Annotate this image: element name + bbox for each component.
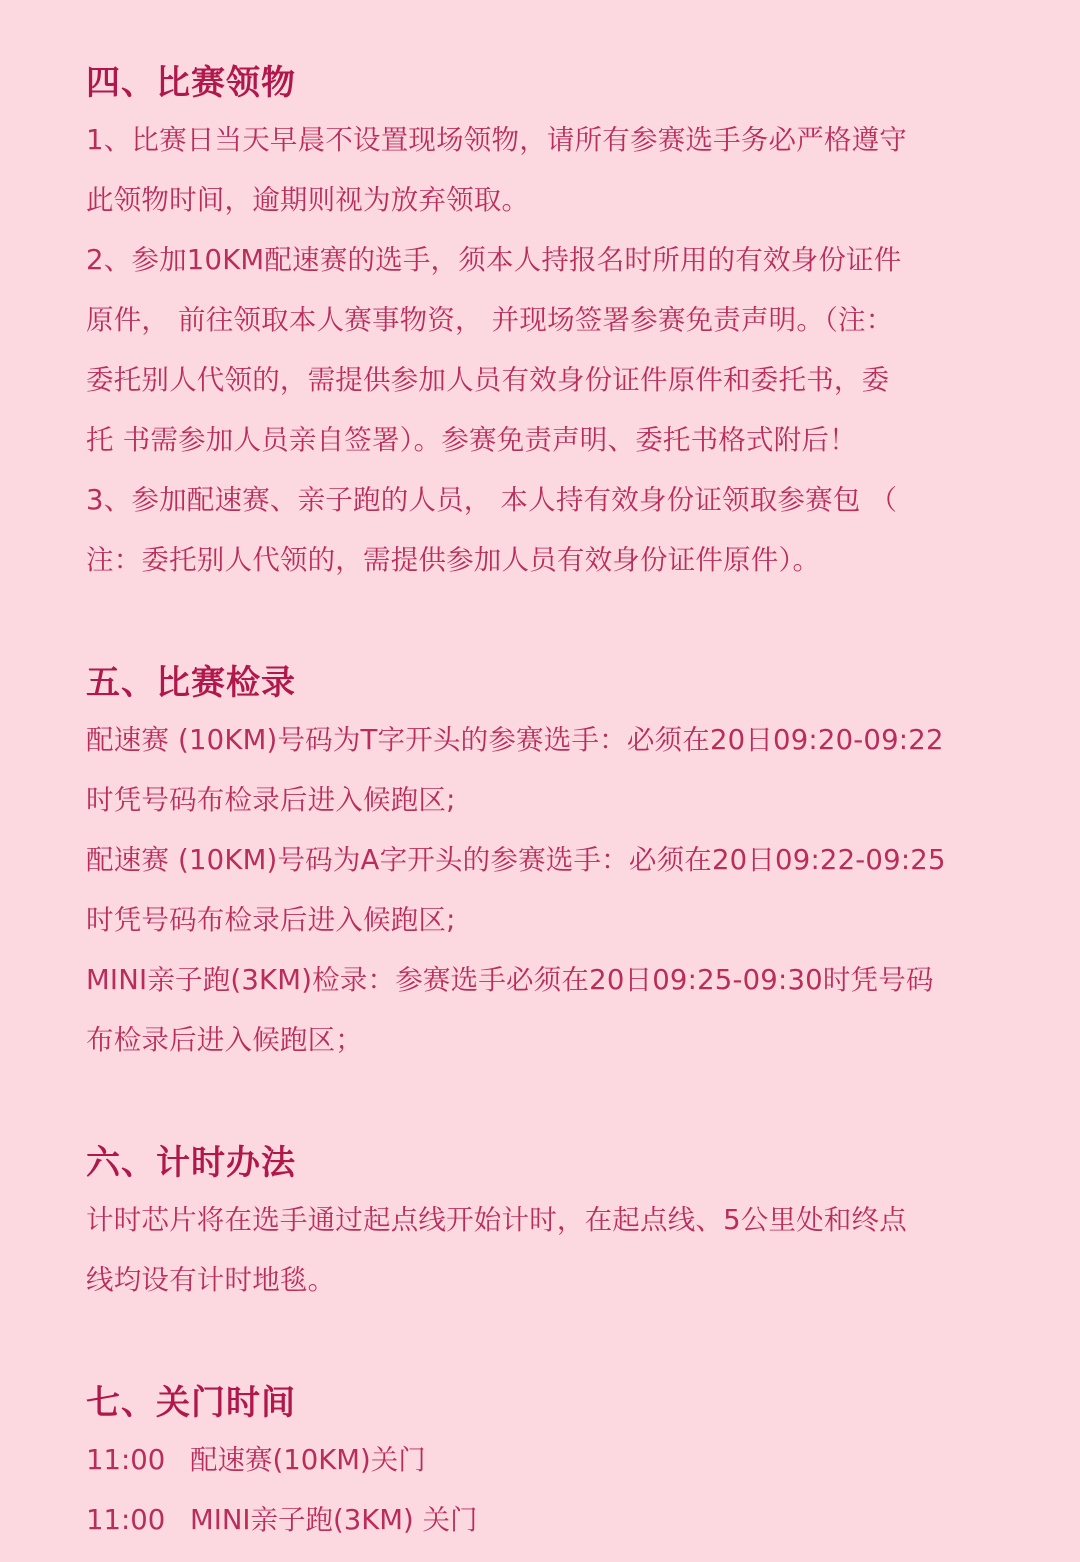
closing-label: 配速赛(10KM)关门 bbox=[190, 1444, 426, 1476]
closing-time: 11:00 bbox=[86, 1504, 166, 1536]
section-body bbox=[86, 1190, 1006, 1310]
text-line: 时凭号码布检录后进入候跑区; bbox=[86, 904, 456, 936]
text-line: 1、比赛日当天早晨不设置现场领物，请所有参赛选手务必严格遵守 bbox=[86, 124, 907, 156]
text-line: 注：委托别人代领的，需提供参加人员有效身份证件原件）。 bbox=[86, 544, 821, 576]
closing-label: MINI亲子跑(3KM) 关门 bbox=[190, 1504, 478, 1536]
text-line: 原件， 前往领取本人赛事物资， 并现场签署参赛免责声明。（注： bbox=[86, 304, 894, 336]
section-closing-time bbox=[86, 1383, 1006, 1550]
closing-time-row bbox=[86, 1430, 1006, 1490]
closing-time-row bbox=[86, 1490, 1006, 1550]
text-line: 2、参加10KM配速赛的选手，须本人持报名时所用的有效身份证件 bbox=[86, 244, 902, 276]
closing-time: 11:00 bbox=[86, 1444, 166, 1476]
text-line: 配速赛 (10KM)号码为A字开头的参赛选手：必须在20日09:22-09:25 bbox=[86, 844, 946, 876]
section-timing bbox=[86, 1143, 1006, 1310]
section-body bbox=[86, 1430, 1006, 1550]
section-title: 四、比赛领物 bbox=[86, 63, 296, 103]
text-line: 3、参加配速赛、亲子跑的人员， 本人持有效身份证领取参赛包 （ bbox=[86, 484, 898, 516]
text-line: MINI亲子跑(3KM)检录：参赛选手必须在20日09:25-09:30时凭号码 bbox=[86, 964, 934, 996]
text-line: 布检录后进入候跑区； bbox=[86, 1024, 363, 1056]
section-title: 七、关门时间 bbox=[86, 1383, 296, 1423]
section-body bbox=[86, 710, 1006, 1070]
text-line: 时凭号码布检录后进入候跑区; bbox=[86, 784, 456, 816]
text-line: 托 书需参加人员亲自签署）。参赛免责声明、委托书格式附后！ bbox=[86, 424, 857, 456]
section-pickup bbox=[86, 63, 1006, 590]
text-line: 此领物时间，逾期则视为放弃领取。 bbox=[86, 184, 530, 216]
section-body bbox=[86, 110, 1006, 590]
section-title: 六、计时办法 bbox=[86, 1143, 296, 1183]
text-line: 线均设有计时地毯。 bbox=[86, 1264, 336, 1296]
text-line: 配速赛 (10KM)号码为T字开头的参赛选手：必须在20日09:20-09:22 bbox=[86, 724, 944, 756]
text-line: 委托别人代领的，需提供参加人员有效身份证件原件和委托书，委 bbox=[86, 364, 890, 396]
section-checkin bbox=[86, 663, 1006, 1070]
text-line: 计时芯片将在选手通过起点线开始计时，在起点线、5公里处和终点 bbox=[86, 1204, 907, 1236]
section-title: 五、比赛检录 bbox=[86, 663, 296, 703]
